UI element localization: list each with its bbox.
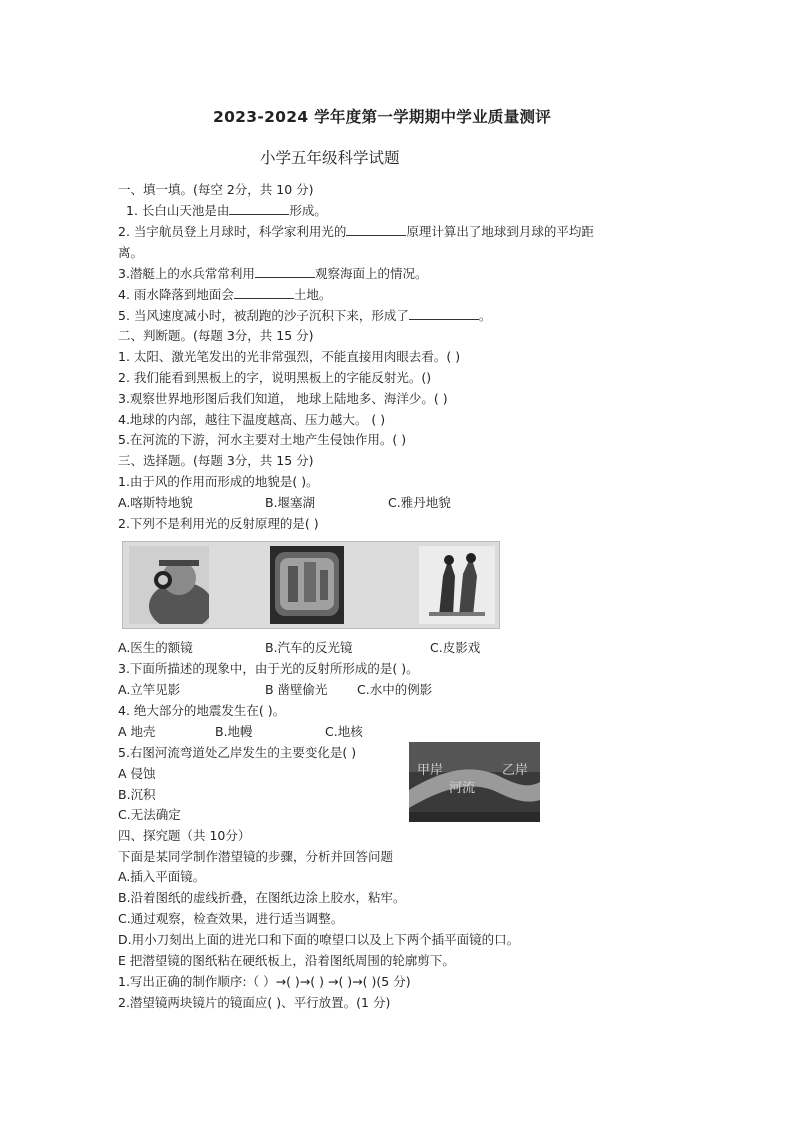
car-mirror-photo: [270, 546, 344, 624]
river-label-river: 河流: [449, 781, 476, 796]
s3-q5-option-a: A 侵蚀: [118, 766, 156, 781]
s3-q2-option-c: C.皮影戏: [430, 640, 481, 655]
s4-intro: 下面是某同学制作潜望镜的步骤，分析并回答问题: [118, 849, 394, 864]
s1-q3-blank[interactable]: [255, 265, 315, 278]
section4-heading: 四、探究题（共 10分）: [118, 828, 251, 843]
s3-q4-option-a: A 地壳: [118, 724, 156, 739]
s4-step-b: B.沿着图纸的虚线折叠，在图纸边涂上胶水，粘牢。: [118, 890, 406, 905]
s1-q1-post: 形成。: [289, 203, 327, 218]
s2-item-3: 3.观察世界地形图后我们知道， 地球上陆地多、海洋少。( ): [118, 391, 448, 406]
s3-q2-option-a: A.医生的额镜: [118, 640, 193, 655]
s2-item-1: 1. 太阳、激光笔发出的光非常强烈，不能直接用肉眼去看。( ): [118, 349, 461, 364]
s3-q1-option-b: B.堰塞湖: [265, 495, 316, 510]
s1-q4: [118, 286, 331, 304]
s1-q5: [118, 307, 491, 325]
s3-q1-stem: 1.由于风的作用而形成的地貌是( )。: [118, 474, 319, 489]
s3-q5-stem: 5.右图河流弯道处乙岸发生的主要变化是( ): [118, 745, 357, 760]
river-label-yi: 乙岸: [502, 763, 529, 778]
s3-q3-option-a: A.立竿见影: [118, 682, 181, 697]
s1-q3: [118, 265, 427, 283]
s1-q2-post: 原理计算出了地球到月球的平均距: [406, 224, 594, 239]
s3-q3-stem: 3.下面所描述的现象中，由于光的反射所形成的是( )。: [118, 661, 419, 676]
s4-q2: 2.潜望镜两块镜片的镜面应( )、平行放置。(1 分): [118, 995, 391, 1010]
s3-q3-option-c: C.水中的例影: [357, 682, 433, 697]
s2-item-4: 4.地球的内部，越往下温度越高、压力越大。 ( ): [118, 412, 386, 427]
page-subtitle: 小学五年级科学试题: [260, 149, 400, 167]
river-bend-image: [409, 742, 540, 822]
s1-q5-post: 。: [478, 308, 492, 323]
s1-q1-pre: 1. 长白山天池是由: [126, 203, 230, 218]
s3-q4-option-c: C.地核: [325, 724, 363, 739]
s3-q5-option-b: B.沉积: [118, 787, 156, 802]
s4-step-d: D.用小刀刻出上面的进光口和下面的嘹望口以及上下两个插平面镜的口。: [118, 932, 520, 947]
s3-q5-option-c: C.无法确定: [118, 807, 181, 822]
s4-step-a: A.插入平面镜。: [118, 869, 206, 884]
s4-step-e: E 把潜望镜的图纸粘在硬纸板上，沿着图纸周围的轮廓剪下。: [118, 953, 455, 968]
river-label-jia: 甲岸: [417, 763, 444, 778]
s1-q4-pre: 4. 雨水降落到地面会: [118, 287, 234, 302]
s4-step-c: C.通过观察，检查效果，进行适当调整。: [118, 911, 344, 926]
section1-heading: 一、填一填。(每空 2分，共 10 分): [118, 182, 314, 197]
s1-q3-pre: 3.潜艇上的水兵常常利用: [118, 266, 255, 281]
s4-q1: 1.写出正确的制作顺序:（ ）→( )→( ) →( )→( )(5 分): [118, 974, 411, 989]
section3-heading: 三、选择题。(每题 3分，共 15 分): [118, 453, 314, 468]
s3-q2-option-b: B.汽车的反光镜: [265, 640, 353, 655]
doctor-head-mirror-photo: [129, 546, 209, 624]
s1-q2-cont: 离。: [118, 245, 144, 260]
s1-q1: [126, 202, 327, 220]
s1-q4-post: 土地。: [293, 287, 332, 302]
section2-heading: 二、判断题。(每题 3分，共 15 分): [118, 328, 314, 343]
shadow-puppet-photo: [419, 546, 495, 624]
s1-q2-blank[interactable]: [346, 223, 406, 236]
s1-q5-pre: 5. 当风速度减小时，被刮跑的沙子沉积下来，形成了: [118, 308, 409, 323]
s3-q3-option-b: B 凿壁偷光: [265, 682, 328, 697]
s1-q4-blank[interactable]: [234, 286, 294, 299]
s1-q2: [118, 223, 594, 241]
s3-q1-option-a: A.喀斯特地貌: [118, 495, 193, 510]
s3-q1-option-c: C.雅丹地貌: [388, 495, 451, 510]
s3-q2-image-strip: [122, 541, 500, 629]
page-title: 2023-2024 学年度第一学期期中学业质量测评: [213, 108, 552, 126]
s1-q2-pre: 2. 当宇航员登上月球时，科学家利用光的: [118, 224, 347, 239]
s3-q4-stem: 4. 绝大部分的地震发生在( )。: [118, 703, 286, 718]
s1-q5-blank[interactable]: [409, 307, 479, 320]
s2-item-2: 2. 我们能看到黑板上的字，说明黑板上的字能反射光。(): [118, 370, 432, 385]
s3-q4-option-b: B.地幔: [215, 724, 253, 739]
s1-q3-post: 观察海面上的情况。: [314, 266, 428, 281]
s1-q1-blank[interactable]: [229, 202, 289, 215]
s3-q2-stem: 2.下列不是利用光的反射原理的是( ): [118, 516, 319, 531]
s2-item-5: 5.在河流的下游，河水主要对土地产生侵蚀作用。( ): [118, 432, 407, 447]
